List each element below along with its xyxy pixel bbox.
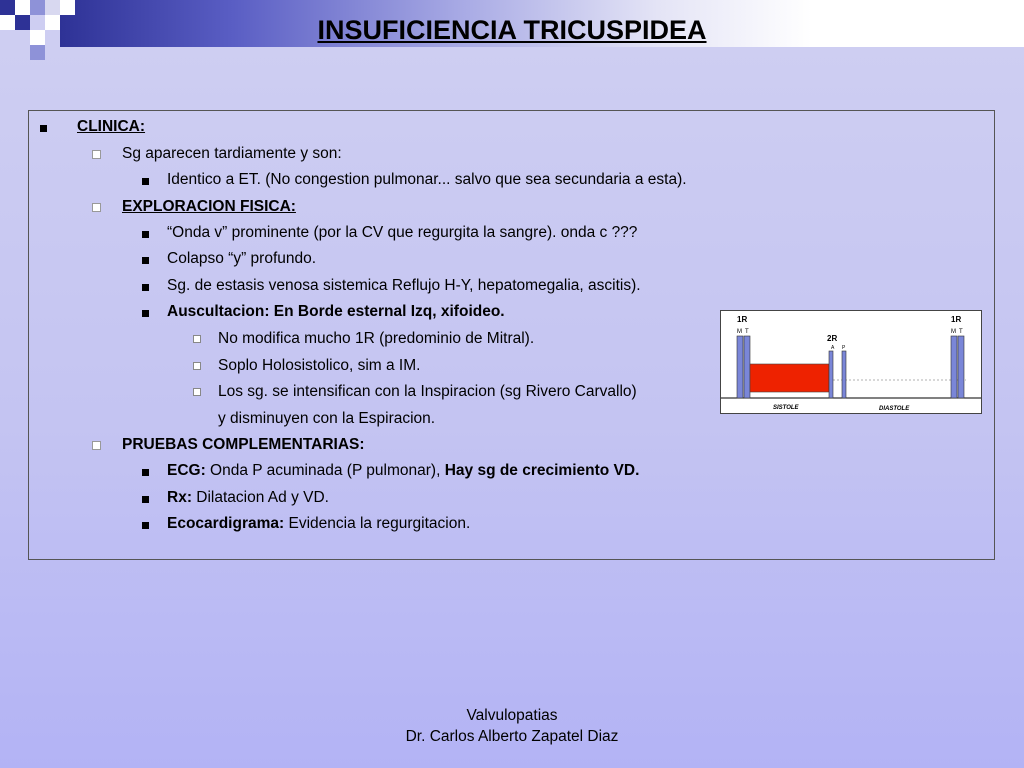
- eco-line: [167, 515, 470, 533]
- footer-author: Dr. Carlos Alberto Zapatel Diaz: [405, 728, 619, 745]
- eco-label: Ecocardigrama:: [167, 515, 285, 532]
- square-bullet-icon: [142, 522, 149, 529]
- auscultacion-text: Auscultacion: En Borde esternal Izq, xifoideo.: [167, 303, 505, 320]
- p-label: P: [842, 345, 846, 351]
- m-left-label: M: [737, 329, 742, 335]
- s1-tricuspid-bar-right: [958, 336, 964, 398]
- t-left-label: T: [745, 329, 749, 335]
- estasis-text: Sg. de estasis venosa sistemica Reflujo H-Y, hepatomegalia, ascitis).: [167, 277, 641, 294]
- diastole-label: DIASTOLE: [879, 406, 910, 412]
- m-right-label: M: [951, 329, 956, 335]
- hollow-square-bullet-icon: [92, 203, 101, 212]
- no-modifica-text: No modifica mucho 1R (predominio de Mitral).: [218, 330, 535, 347]
- ecg-bold-text: Hay sg de crecimiento VD.: [444, 462, 640, 479]
- phonocardiogram-svg: [721, 311, 981, 413]
- square-bullet-icon: [142, 257, 149, 264]
- clinica-heading: CLINICA:: [77, 118, 146, 135]
- ecg-line: [167, 462, 639, 480]
- phonocardiogram-diagram: [720, 310, 982, 414]
- onda-v-text: “Onda v” prominente (por la CV que regurgita la sangre). onda c ???: [167, 224, 638, 241]
- pruebas-heading: PRUEBAS COMPLEMENTARIAS:: [122, 436, 365, 453]
- sg-aparecen-text: Sg aparecen tardiamente y son:: [122, 145, 342, 162]
- rx-text: Dilatacion Ad y VD.: [191, 489, 329, 506]
- s1-right-label: 1R: [951, 315, 962, 324]
- s2-label: 2R: [827, 334, 838, 343]
- sistole-label: SISTOLE: [773, 405, 799, 411]
- soplo-text: Soplo Holosistolico, sim a IM.: [218, 357, 421, 374]
- colapso-text: Colapso “y” profundo.: [167, 250, 317, 267]
- s1-mitral-bar-left: [737, 336, 743, 398]
- square-bullet-icon: [40, 125, 47, 132]
- holosystolic-murmur-block: [750, 364, 829, 392]
- footer-course-title: Valvulopatias: [466, 707, 558, 724]
- exploracion-heading: EXPLORACION FISICA:: [122, 198, 296, 215]
- a-label: A: [831, 345, 835, 351]
- rx-line: [167, 489, 329, 507]
- square-bullet-icon: [142, 231, 149, 238]
- hollow-square-bullet-icon: [193, 388, 201, 396]
- hollow-square-bullet-icon: [193, 335, 201, 343]
- rx-label: Rx:: [167, 489, 192, 506]
- identico-text: Identico a ET. (No congestion pulmonar... salvo que sea secundaria a esta).: [167, 171, 687, 188]
- intensifican-text-2: y disminuyen con la Espiracion.: [218, 410, 436, 427]
- s1-left-label: 1R: [737, 315, 748, 324]
- slide-title: INSUFICIENCIA TRICUSPIDEA: [317, 15, 707, 45]
- square-bullet-icon: [142, 310, 149, 317]
- s2-pulmonic-bar: [842, 351, 846, 398]
- square-bullet-icon: [142, 469, 149, 476]
- intensifican-text-1: Los sg. se intensifican con la Inspiracion (sg Rivero Carvallo): [218, 383, 637, 400]
- s1-tricuspid-bar-left: [744, 336, 750, 398]
- hollow-square-bullet-icon: [92, 150, 101, 159]
- square-bullet-icon: [142, 284, 149, 291]
- ecg-text: Onda P acuminada (P pulmonar),: [205, 462, 445, 479]
- s1-mitral-bar-right: [951, 336, 957, 398]
- square-bullet-icon: [142, 178, 149, 185]
- square-bullet-icon: [142, 496, 149, 503]
- s2-aortic-bar: [829, 351, 833, 398]
- hollow-square-bullet-icon: [193, 362, 201, 370]
- hollow-square-bullet-icon: [92, 441, 101, 450]
- ecg-label: ECG:: [167, 462, 206, 479]
- eco-text: Evidencia la regurgitacion.: [284, 515, 471, 532]
- t-right-label: T: [959, 329, 963, 335]
